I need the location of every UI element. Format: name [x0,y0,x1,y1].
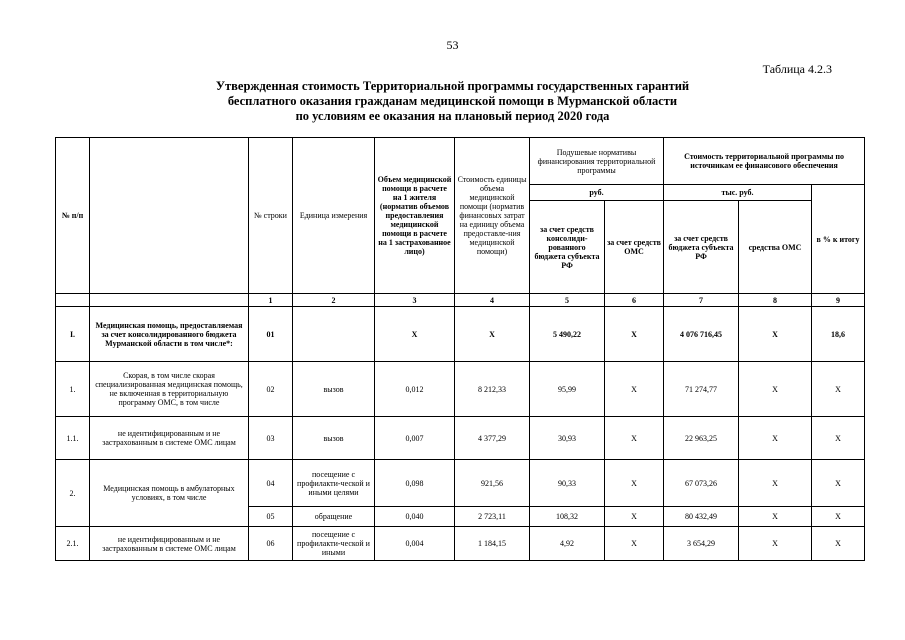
cell-num: 2. [56,460,90,527]
cell-budget-thous: 71 274,77 [664,362,739,417]
cell-volume: 0,004 [375,527,455,561]
col-number: 2 [293,294,375,307]
cell-budget-rub: 95,99 [530,362,605,417]
cell-row: 05 [249,507,293,527]
cell-unit: посещение с профилакти-ческой и иными целями [293,460,375,507]
cell-budget-rub: 4,92 [530,527,605,561]
header-row-1 [56,138,865,185]
header-volume: Объем медицинской помощи в расчете на 1 жителя (норматив объемов предоставления медицинской помощи в расчете на 1 застрахованное лицо) [375,138,455,294]
table-row [56,527,865,561]
table-row [56,362,865,417]
cell-oms-rub: X [605,460,664,507]
cell-cost: 921,56 [455,460,530,507]
cell-volume: X [375,307,455,362]
cell-oms-thous: X [739,507,812,527]
title-line-2: бесплатного оказания гражданам медицинской помощи в Мурманской области [227,94,678,108]
cell-oms-rub: X [605,307,664,362]
cell-percent: X [812,507,865,527]
cell-budget-thous: 3 654,29 [664,527,739,561]
cell-budget-thous: 80 432,49 [664,507,739,527]
col-number: 8 [739,294,812,307]
cell-name: Скорая, в том числе скорая специализированная медицинская помощь, не включенная в территориальную программу ОМС, в том числе [90,362,249,417]
header-empty [90,138,249,294]
document-title [0,79,905,124]
cell-unit: посещение с профилакти-ческой и иными [293,527,375,561]
col-num-empty-b [90,294,249,307]
cell-row: 06 [249,527,293,561]
cell-row: 01 [249,307,293,362]
header-budget-thous: за счет средств бюджета субъекта РФ [664,201,739,294]
cell-percent: 18,6 [812,307,865,362]
cell-oms-rub: X [605,362,664,417]
header-budget-rub: за счет средств консолиди-рованного бюджета субъекта РФ [530,201,605,294]
cell-unit: вызов [293,362,375,417]
cell-oms-rub: X [605,507,664,527]
cell-volume: 0,040 [375,507,455,527]
cell-cost: 2 723,11 [455,507,530,527]
cell-row: 03 [249,417,293,460]
cell-oms-thous: X [739,362,812,417]
cell-percent: X [812,527,865,561]
cell-num: 1. [56,362,90,417]
col-number: 7 [664,294,739,307]
table-row [56,307,865,362]
cell-name: не идентифицированным и не застрахованным в системе ОМС лицам [90,527,249,561]
cell-percent: X [812,362,865,417]
cell-oms-rub: X [605,527,664,561]
header-oms-rub: за счет средств ОМС [605,201,664,294]
header-unit: Единица измерения [293,138,375,294]
title-line-1: Утвержденная стоимость Территориальной программы государственных гарантий [215,79,690,93]
header-oms-thous: средства ОМС [739,201,812,294]
cell-budget-rub: 30,93 [530,417,605,460]
col-num-empty-a [56,294,90,307]
cell-cost: 4 377,29 [455,417,530,460]
cell-budget-rub: 5 490,22 [530,307,605,362]
table-row [56,417,865,460]
col-number: 5 [530,294,605,307]
cell-num: 2.1. [56,527,90,561]
cell-oms-thous: X [739,527,812,561]
cell-percent: X [812,417,865,460]
header-unit-cost: Стоимость единицы объема медицинской помощи (норматив финансовых затрат на единицу объема предоставле-ния медицинской помощи) [455,138,530,294]
cell-unit: вызов [293,417,375,460]
cell-cost: 8 212,33 [455,362,530,417]
cell-budget-rub: 108,32 [530,507,605,527]
header-per-capita: Подушевые нормативы финансирования территориальной программы [530,138,664,185]
header-percent: в % к итогу [812,185,865,294]
cell-name: Медицинская помощь в амбулаторных условиях, в том числе [90,460,249,527]
cell-row: 02 [249,362,293,417]
cell-num: 1.1. [56,417,90,460]
cell-cost: X [455,307,530,362]
cell-oms-thous: X [739,417,812,460]
cell-unit [293,307,375,362]
cell-budget-rub: 90,33 [530,460,605,507]
table-row [56,460,865,507]
header-num: № п/п [56,138,90,294]
cell-percent: X [812,460,865,507]
cell-cost: 1 184,15 [455,527,530,561]
cost-table [55,137,865,561]
page-number: 53 [446,38,459,52]
col-number: 3 [375,294,455,307]
col-number: 6 [605,294,664,307]
cell-volume: 0,012 [375,362,455,417]
header-row-no: № строки [249,138,293,294]
header-cost-total: Стоимость территориальной программы по источникам ее финансового обеспечения [664,138,865,185]
cell-oms-thous: X [739,307,812,362]
table-label: Таблица 4.2.3 [762,62,832,76]
cell-name: не идентифицированным и не застрахованным в системе ОМС лицам [90,417,249,460]
cell-oms-thous: X [739,460,812,507]
cell-budget-thous: 67 073,26 [664,460,739,507]
cell-unit: обращение [293,507,375,527]
cell-volume: 0,098 [375,460,455,507]
header-rub: руб. [530,185,664,201]
col-number: 4 [455,294,530,307]
cell-name: Медицинская помощь, предоставляемая за счет консолидированного бюджета Мурманской области в том числе*: [90,307,249,362]
cell-oms-rub: X [605,417,664,460]
cell-row: 04 [249,460,293,507]
column-number-row [56,294,865,307]
cell-volume: 0,007 [375,417,455,460]
col-number: 9 [812,294,865,307]
cell-budget-thous: 22 963,25 [664,417,739,460]
header-thous-rub: тыс. руб. [664,185,812,201]
cell-budget-thous: 4 076 716,45 [664,307,739,362]
cell-num: I. [56,307,90,362]
col-number: 1 [249,294,293,307]
title-line-3: по условиям ее оказания на плановый период 2020 года [295,109,610,123]
